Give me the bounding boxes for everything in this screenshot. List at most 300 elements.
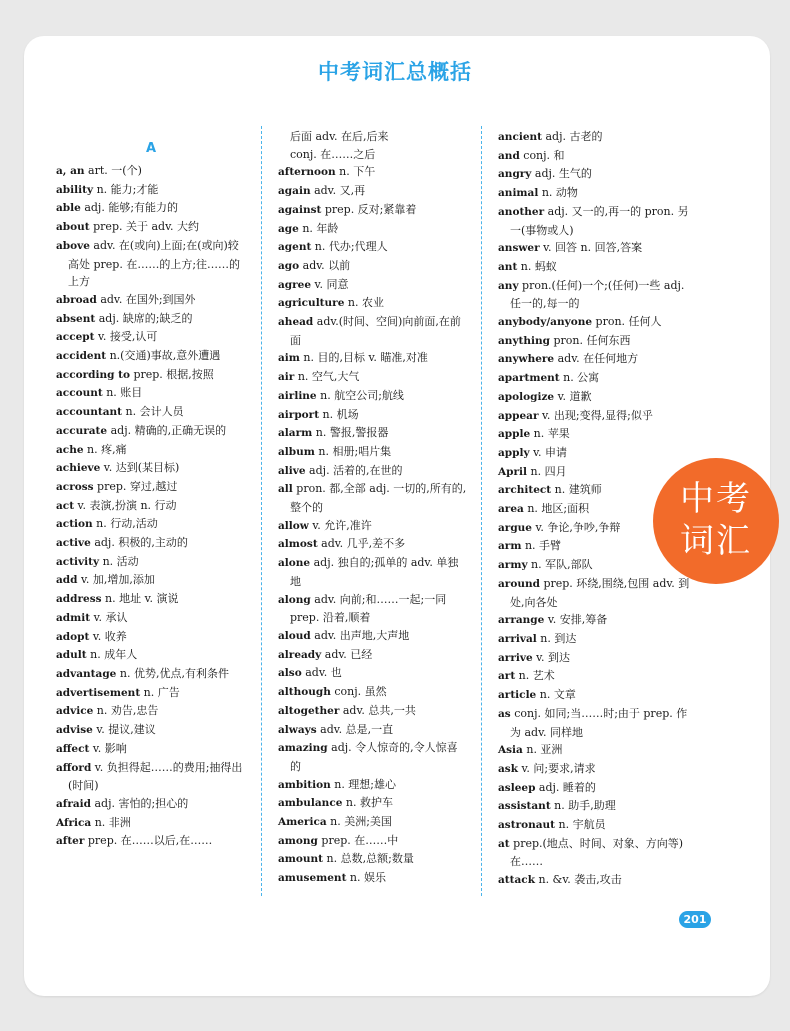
badge-line-2: 词汇 bbox=[680, 521, 752, 561]
headword: agriculture bbox=[278, 297, 345, 310]
vocab-entry bbox=[278, 276, 468, 295]
definition: n. 亚洲 bbox=[522, 743, 563, 757]
definition: n. 文章 bbox=[536, 688, 576, 702]
headword: advertisement bbox=[56, 686, 141, 699]
definition: n. 艺术 bbox=[515, 669, 555, 683]
definition: v. 收养 bbox=[89, 629, 127, 643]
headword: arm bbox=[498, 540, 522, 553]
definition: n. 军队,部队 bbox=[527, 558, 593, 572]
vocab-entry bbox=[498, 184, 698, 203]
definition: n. 到达 bbox=[536, 631, 577, 645]
vocab-entry bbox=[278, 406, 468, 425]
definition: adj. 又一的,再一的 pron. 另一(事物或人) bbox=[510, 204, 689, 237]
definition: n. 美洲;美国 bbox=[326, 815, 392, 829]
headword: active bbox=[56, 537, 91, 550]
vocab-entry bbox=[498, 611, 698, 630]
vocab-entry bbox=[498, 332, 698, 351]
vocab-entry bbox=[498, 407, 698, 426]
definition: n. 四月 bbox=[527, 464, 567, 478]
definition: conj. 和 bbox=[519, 148, 565, 162]
headword: afraid bbox=[56, 797, 91, 810]
vocab-entry bbox=[498, 203, 698, 239]
vocab-entry bbox=[278, 591, 468, 627]
vocab-entry bbox=[278, 702, 468, 721]
definition: v. 承认 bbox=[90, 610, 128, 624]
vocab-entry bbox=[56, 721, 246, 740]
definition: v. 同意 bbox=[311, 277, 349, 291]
definition: v. 允许,准许 bbox=[308, 518, 372, 532]
definition: adj. 古老的 bbox=[541, 130, 603, 143]
headword: answer bbox=[498, 242, 540, 255]
vocab-entry bbox=[56, 181, 246, 200]
vocab-entry bbox=[56, 403, 246, 422]
headword: action bbox=[56, 518, 93, 531]
vocab-entry bbox=[278, 739, 468, 775]
vocab-entry bbox=[278, 794, 468, 813]
definition: prep. 在……中 bbox=[317, 833, 399, 847]
headword: anything bbox=[498, 334, 550, 347]
headword: adopt bbox=[56, 630, 90, 643]
headword: area bbox=[498, 503, 524, 516]
vocab-entry bbox=[56, 422, 246, 441]
headword: altogether bbox=[278, 704, 340, 717]
headword: act bbox=[56, 499, 75, 512]
definition: n. 地区;面积 bbox=[523, 502, 590, 516]
definition: v. 影响 bbox=[89, 741, 127, 755]
vocab-entry bbox=[56, 571, 246, 590]
headword: add bbox=[56, 574, 78, 587]
definition: n. 公寓 bbox=[559, 371, 600, 385]
vocab-entry bbox=[278, 257, 468, 276]
vocab-entry bbox=[56, 310, 246, 329]
headword: army bbox=[498, 559, 528, 572]
definition: prep. 环绕,围绕,包围 adv. 到处,向各处 bbox=[510, 576, 690, 609]
definition: n. 相册;唱片集 bbox=[314, 444, 392, 458]
vocab-entry bbox=[278, 776, 468, 795]
vocab-entry bbox=[278, 850, 468, 869]
vocab-entry bbox=[278, 220, 468, 239]
definition: n. 能力;才能 bbox=[93, 182, 159, 196]
vocab-entry bbox=[278, 443, 468, 462]
definition: adv. 总是,一直 bbox=[316, 722, 394, 736]
vocab-entry bbox=[56, 366, 246, 385]
vocab-entry bbox=[498, 165, 698, 184]
headword: attack bbox=[498, 874, 535, 887]
definition: v. 回答 n. 回答,答案 bbox=[539, 241, 643, 255]
definition: adj. 独自的;孤单的 adv. 单独地 bbox=[290, 556, 459, 588]
vocab-entry bbox=[498, 369, 698, 388]
definition: n. 蚂蚁 bbox=[517, 259, 557, 273]
headword: about bbox=[56, 221, 90, 234]
headword: ant bbox=[498, 260, 518, 273]
headword: astronaut bbox=[498, 819, 556, 832]
definition: n. 下午 bbox=[335, 165, 376, 179]
headword: amusement bbox=[278, 872, 347, 885]
definition: n. 苹果 bbox=[530, 427, 570, 441]
vocab-entry bbox=[498, 686, 698, 705]
definition: pron. 任何东西 bbox=[550, 333, 631, 347]
definition: adv. 出声地,大声地 bbox=[310, 628, 410, 642]
vocab-entry bbox=[278, 813, 468, 832]
vocab-entry bbox=[278, 480, 468, 516]
definition: adv. 总共,一共 bbox=[339, 703, 416, 717]
vocab-entry bbox=[56, 814, 246, 833]
headword: agent bbox=[278, 241, 312, 254]
headword: amazing bbox=[278, 742, 328, 755]
headword: architect bbox=[498, 484, 552, 497]
definition: art. 一(个) bbox=[84, 164, 142, 177]
vocab-entry bbox=[498, 667, 698, 686]
vocab-entry bbox=[278, 517, 468, 536]
vocab-entry bbox=[278, 646, 468, 665]
headword: able bbox=[56, 202, 81, 215]
headword: arrange bbox=[498, 614, 545, 627]
headword: afford bbox=[56, 761, 92, 774]
vocab-entry bbox=[278, 238, 468, 257]
headword: above bbox=[56, 239, 90, 252]
vocab-entry bbox=[278, 163, 468, 182]
vocab-entry bbox=[278, 182, 468, 201]
vocab-entry bbox=[278, 554, 468, 590]
definition: conj. 如同;当……时;由于 prep. 作为 adv. 同样地 bbox=[510, 706, 688, 739]
headword: always bbox=[278, 723, 317, 736]
headword: apologize bbox=[498, 390, 555, 403]
definition: n. 宇航员 bbox=[555, 818, 606, 832]
headword: a, an bbox=[56, 165, 85, 177]
definition: n. 目的,目标 v. 瞄准,对准 bbox=[299, 351, 428, 365]
definition: n. &v. 袭击,攻击 bbox=[534, 873, 622, 887]
headword: article bbox=[498, 689, 537, 702]
entry-continuation: conj. 在……之后 bbox=[290, 147, 376, 161]
headword: alone bbox=[278, 557, 311, 570]
definition: n. 年龄 bbox=[298, 221, 339, 235]
vocab-column-1 bbox=[56, 128, 246, 851]
headword: appear bbox=[498, 409, 539, 422]
definition: prep. 穿过,越过 bbox=[93, 479, 178, 493]
vocab-entry bbox=[498, 797, 698, 816]
headword: almost bbox=[278, 538, 318, 551]
vocab-entry bbox=[498, 444, 698, 463]
definition: adv. 也 bbox=[301, 666, 342, 680]
vocab-entry bbox=[56, 478, 246, 497]
headword: again bbox=[278, 185, 311, 198]
vocab-entry bbox=[498, 313, 698, 332]
vocab-entry bbox=[56, 553, 246, 572]
definition: n. 警报,警报器 bbox=[312, 426, 389, 440]
headword: around bbox=[498, 577, 540, 590]
definition: prep. 反对;紧靠着 bbox=[321, 202, 417, 216]
vocab-entry bbox=[278, 313, 468, 349]
column-divider-2 bbox=[481, 126, 482, 896]
page-title: 中考词汇总概括 bbox=[318, 60, 472, 84]
headword: amount bbox=[278, 853, 324, 866]
headword: Africa bbox=[56, 816, 92, 829]
headword: across bbox=[56, 480, 94, 493]
headword: ahead bbox=[278, 316, 314, 329]
headword: airline bbox=[278, 389, 317, 402]
headword: all bbox=[278, 483, 293, 496]
vocab-entry bbox=[498, 816, 698, 835]
definition: n. 劝告,忠告 bbox=[93, 704, 159, 718]
definition: adj. 害怕的;担心的 bbox=[91, 796, 189, 810]
definition: adv. 已经 bbox=[321, 647, 373, 661]
headword: afternoon bbox=[278, 166, 336, 179]
headword: advise bbox=[56, 724, 93, 737]
definition: n. 疼,痛 bbox=[83, 442, 127, 456]
definition: v. 负担得起……的费用;抽得出(时间) bbox=[68, 760, 243, 793]
vocab-entry bbox=[498, 258, 698, 277]
definition: adv. 在任何地方 bbox=[554, 352, 639, 366]
headword: activity bbox=[56, 555, 100, 568]
vocab-entry bbox=[56, 384, 246, 403]
vocab-entry bbox=[498, 350, 698, 369]
vocab-entry bbox=[498, 147, 698, 166]
headword: accept bbox=[56, 331, 95, 344]
definition: v. 表演,扮演 n. 行动 bbox=[74, 498, 177, 512]
vocab-entry bbox=[56, 702, 246, 721]
headword: Asia bbox=[498, 744, 523, 757]
vocab-entry bbox=[498, 741, 698, 760]
definition: adj. 生气的 bbox=[531, 167, 592, 181]
vocab-entry bbox=[498, 277, 698, 313]
vocab-entry bbox=[498, 835, 698, 871]
headword: adult bbox=[56, 649, 87, 662]
column-divider-1 bbox=[261, 126, 262, 896]
definition: n. 广告 bbox=[140, 685, 180, 699]
headword: apartment bbox=[498, 372, 560, 385]
vocab-entry bbox=[56, 628, 246, 647]
headword: against bbox=[278, 203, 322, 216]
definition: pron. 都,全部 adj. 一切的,所有的,整个的 bbox=[290, 482, 467, 515]
definition: n. 代办;代理人 bbox=[311, 240, 388, 254]
headword: art bbox=[498, 670, 516, 683]
definition: n. 非洲 bbox=[91, 815, 131, 829]
headword: another bbox=[498, 205, 545, 218]
vocab-column-2 bbox=[278, 128, 468, 888]
headword: apply bbox=[498, 446, 530, 459]
headword: address bbox=[56, 593, 102, 606]
headword: aloud bbox=[278, 629, 311, 642]
definition: conj. 虽然 bbox=[330, 685, 387, 699]
vocab-entry bbox=[56, 740, 246, 759]
vocab-entry bbox=[278, 462, 468, 481]
badge-line-1: 中考 bbox=[680, 479, 752, 519]
headword: achieve bbox=[56, 462, 101, 475]
headword: account bbox=[56, 387, 103, 400]
vocab-entry bbox=[498, 630, 698, 649]
definition: prep. 关于 adv. 大约 bbox=[89, 220, 199, 234]
vocab-badge bbox=[653, 458, 779, 584]
definition: pron. 任何人 bbox=[592, 315, 662, 329]
vocab-entry bbox=[498, 871, 698, 890]
headword: ability bbox=[56, 183, 94, 196]
headword: ancient bbox=[498, 131, 542, 143]
headword: America bbox=[278, 816, 327, 829]
headword: April bbox=[498, 465, 527, 478]
vocab-entry bbox=[278, 664, 468, 683]
headword: anywhere bbox=[498, 353, 555, 366]
vocab-entry bbox=[498, 575, 698, 611]
vocab-entry bbox=[56, 347, 246, 366]
definition: n. 账目 bbox=[102, 386, 143, 400]
definition: adj. 积极的,主动的 bbox=[90, 536, 188, 550]
headword: air bbox=[278, 371, 295, 384]
headword: already bbox=[278, 648, 322, 661]
definition: n. 动物 bbox=[538, 186, 578, 200]
definition: adv.(时间、空间)向前面,在前面 bbox=[290, 315, 461, 347]
headword: ambulance bbox=[278, 797, 343, 810]
headword: although bbox=[278, 686, 331, 699]
definition: n. 娱乐 bbox=[346, 871, 386, 885]
vocab-entry bbox=[56, 328, 246, 347]
vocab-entry bbox=[56, 497, 246, 516]
vocab-entry bbox=[498, 779, 698, 798]
vocab-entry bbox=[56, 237, 246, 291]
headword: alive bbox=[278, 464, 306, 477]
definition: v. 出现;变得,显得;似乎 bbox=[538, 408, 653, 422]
definition: v. 安排,筹备 bbox=[544, 613, 608, 627]
headword: any bbox=[498, 279, 519, 292]
headword: after bbox=[56, 835, 85, 848]
definition: v. 达到(某目标) bbox=[100, 461, 180, 475]
headword: ambition bbox=[278, 778, 331, 791]
definition: pron.(任何)一个;(任何)一些 adj. 任一的,每一的 bbox=[510, 278, 685, 311]
definition: n. 空气,大气 bbox=[294, 370, 360, 384]
vocab-entry bbox=[498, 425, 698, 444]
vocab-entry bbox=[498, 760, 698, 779]
headword: and bbox=[498, 149, 520, 162]
headword: among bbox=[278, 834, 318, 847]
headword: affect bbox=[56, 742, 90, 755]
headword: angry bbox=[498, 168, 532, 181]
headword: alarm bbox=[278, 427, 313, 440]
definition: v. 争论,争吵,争辩 bbox=[532, 520, 621, 534]
headword: accountant bbox=[56, 406, 122, 419]
vocab-entry bbox=[56, 646, 246, 665]
definition: v. 加,增加,添加 bbox=[77, 573, 155, 587]
headword: anybody/anyone bbox=[498, 316, 593, 329]
headword: apple bbox=[498, 428, 531, 441]
headword: assistant bbox=[498, 800, 551, 813]
definition: n. 农业 bbox=[344, 296, 384, 310]
headword: at bbox=[498, 837, 510, 850]
vocab-entry bbox=[278, 368, 468, 387]
headword: agree bbox=[278, 278, 312, 291]
vocab-entry bbox=[278, 387, 468, 406]
definition: n. 助手,助理 bbox=[550, 799, 616, 813]
definition: adv. 以前 bbox=[299, 258, 351, 272]
vocab-entry bbox=[56, 162, 246, 181]
page-number: 201 bbox=[679, 911, 711, 928]
definition: n. 机场 bbox=[319, 407, 359, 421]
headword: asleep bbox=[498, 781, 536, 794]
definition: n. 理想;雄心 bbox=[330, 777, 397, 791]
definition: adj. 睡着的 bbox=[535, 780, 596, 794]
vocab-entry bbox=[498, 388, 698, 407]
headword: age bbox=[278, 222, 299, 235]
vocab-entry bbox=[278, 349, 468, 368]
headword: also bbox=[278, 667, 302, 680]
vocab-entry bbox=[278, 683, 468, 702]
vocab-entry bbox=[278, 535, 468, 554]
vocab-entry bbox=[56, 291, 246, 310]
vocab-entry bbox=[278, 294, 468, 313]
headword: ask bbox=[498, 762, 518, 775]
headword: accident bbox=[56, 350, 107, 363]
vocab-entry bbox=[278, 201, 468, 220]
headword: admit bbox=[56, 611, 91, 624]
vocab-entry bbox=[56, 609, 246, 628]
definition: n. 成年人 bbox=[86, 648, 138, 662]
vocab-entry bbox=[56, 684, 246, 703]
definition: prep. 根据,按照 bbox=[129, 367, 214, 381]
headword: absent bbox=[56, 312, 96, 325]
vocab-entry bbox=[56, 665, 246, 684]
definition: n. 会计人员 bbox=[122, 405, 184, 419]
definition: prep. 在……以后,在…… bbox=[84, 834, 213, 848]
definition: n. 航空公司;航线 bbox=[316, 388, 404, 402]
definition: n. 优势,优点,有利条件 bbox=[116, 666, 229, 680]
headword: along bbox=[278, 593, 311, 606]
definition: n.(交通)事故,意外遭遇 bbox=[106, 349, 221, 363]
headword: advice bbox=[56, 705, 94, 718]
headword: argue bbox=[498, 521, 532, 534]
definition: adj. 缺席的;缺乏的 bbox=[95, 311, 193, 325]
definition: n. 总数,总额;数量 bbox=[323, 852, 414, 866]
headword: aim bbox=[278, 352, 300, 365]
vocab-entry bbox=[278, 627, 468, 646]
vocab-entry bbox=[278, 869, 468, 888]
headword: accurate bbox=[56, 424, 108, 437]
vocab-entry bbox=[56, 218, 246, 237]
vocab-entry bbox=[56, 795, 246, 814]
entry-continuation: 后面 adv. 在后,后来 bbox=[290, 130, 389, 143]
vocab-entry bbox=[56, 441, 246, 460]
vocab-entry bbox=[498, 128, 698, 147]
definition: n. 手臂 bbox=[521, 539, 562, 553]
headword: album bbox=[278, 445, 315, 458]
vocab-entry bbox=[278, 721, 468, 740]
definition: v. 提议,建议 bbox=[92, 723, 156, 737]
definition: n. 活动 bbox=[99, 554, 139, 568]
headword: according to bbox=[56, 368, 130, 381]
definition: prep.(地点、时间、对象、方向等)在…… bbox=[509, 836, 684, 869]
headword: ago bbox=[278, 259, 300, 272]
definition: v. 道歉 bbox=[554, 389, 592, 403]
definition: v. 问;要求,请求 bbox=[518, 761, 596, 775]
definition: n. 救护车 bbox=[342, 796, 393, 810]
definition: n. 行动,活动 bbox=[92, 517, 158, 531]
definition: adv. 在(或向)上面;在(或向)较高处 prep. 在……的上方;往……的上方 bbox=[68, 238, 241, 289]
headword: as bbox=[498, 707, 511, 720]
vocab-entry bbox=[56, 759, 246, 795]
definition: adv. 几乎,差不多 bbox=[317, 537, 406, 551]
definition: v. 申请 bbox=[529, 445, 567, 459]
vocab-entry bbox=[56, 832, 246, 851]
vocab-entry bbox=[56, 534, 246, 553]
vocab-entry bbox=[498, 239, 698, 258]
vocab-entry bbox=[56, 199, 246, 218]
definition: adv. 向前;和……一起;一同 prep. 沿着,顺着 bbox=[290, 592, 447, 625]
headword: ache bbox=[56, 443, 84, 456]
headword: allow bbox=[278, 519, 309, 532]
definition: v. 接受,认可 bbox=[94, 330, 158, 344]
section-letter: A bbox=[145, 141, 157, 156]
headword: arrival bbox=[498, 632, 537, 645]
definition: n. 建筑师 bbox=[551, 483, 602, 497]
definition: n. 地址 v. 演说 bbox=[101, 592, 179, 606]
definition: adj. 令人惊奇的,令人惊喜的 bbox=[290, 741, 458, 773]
